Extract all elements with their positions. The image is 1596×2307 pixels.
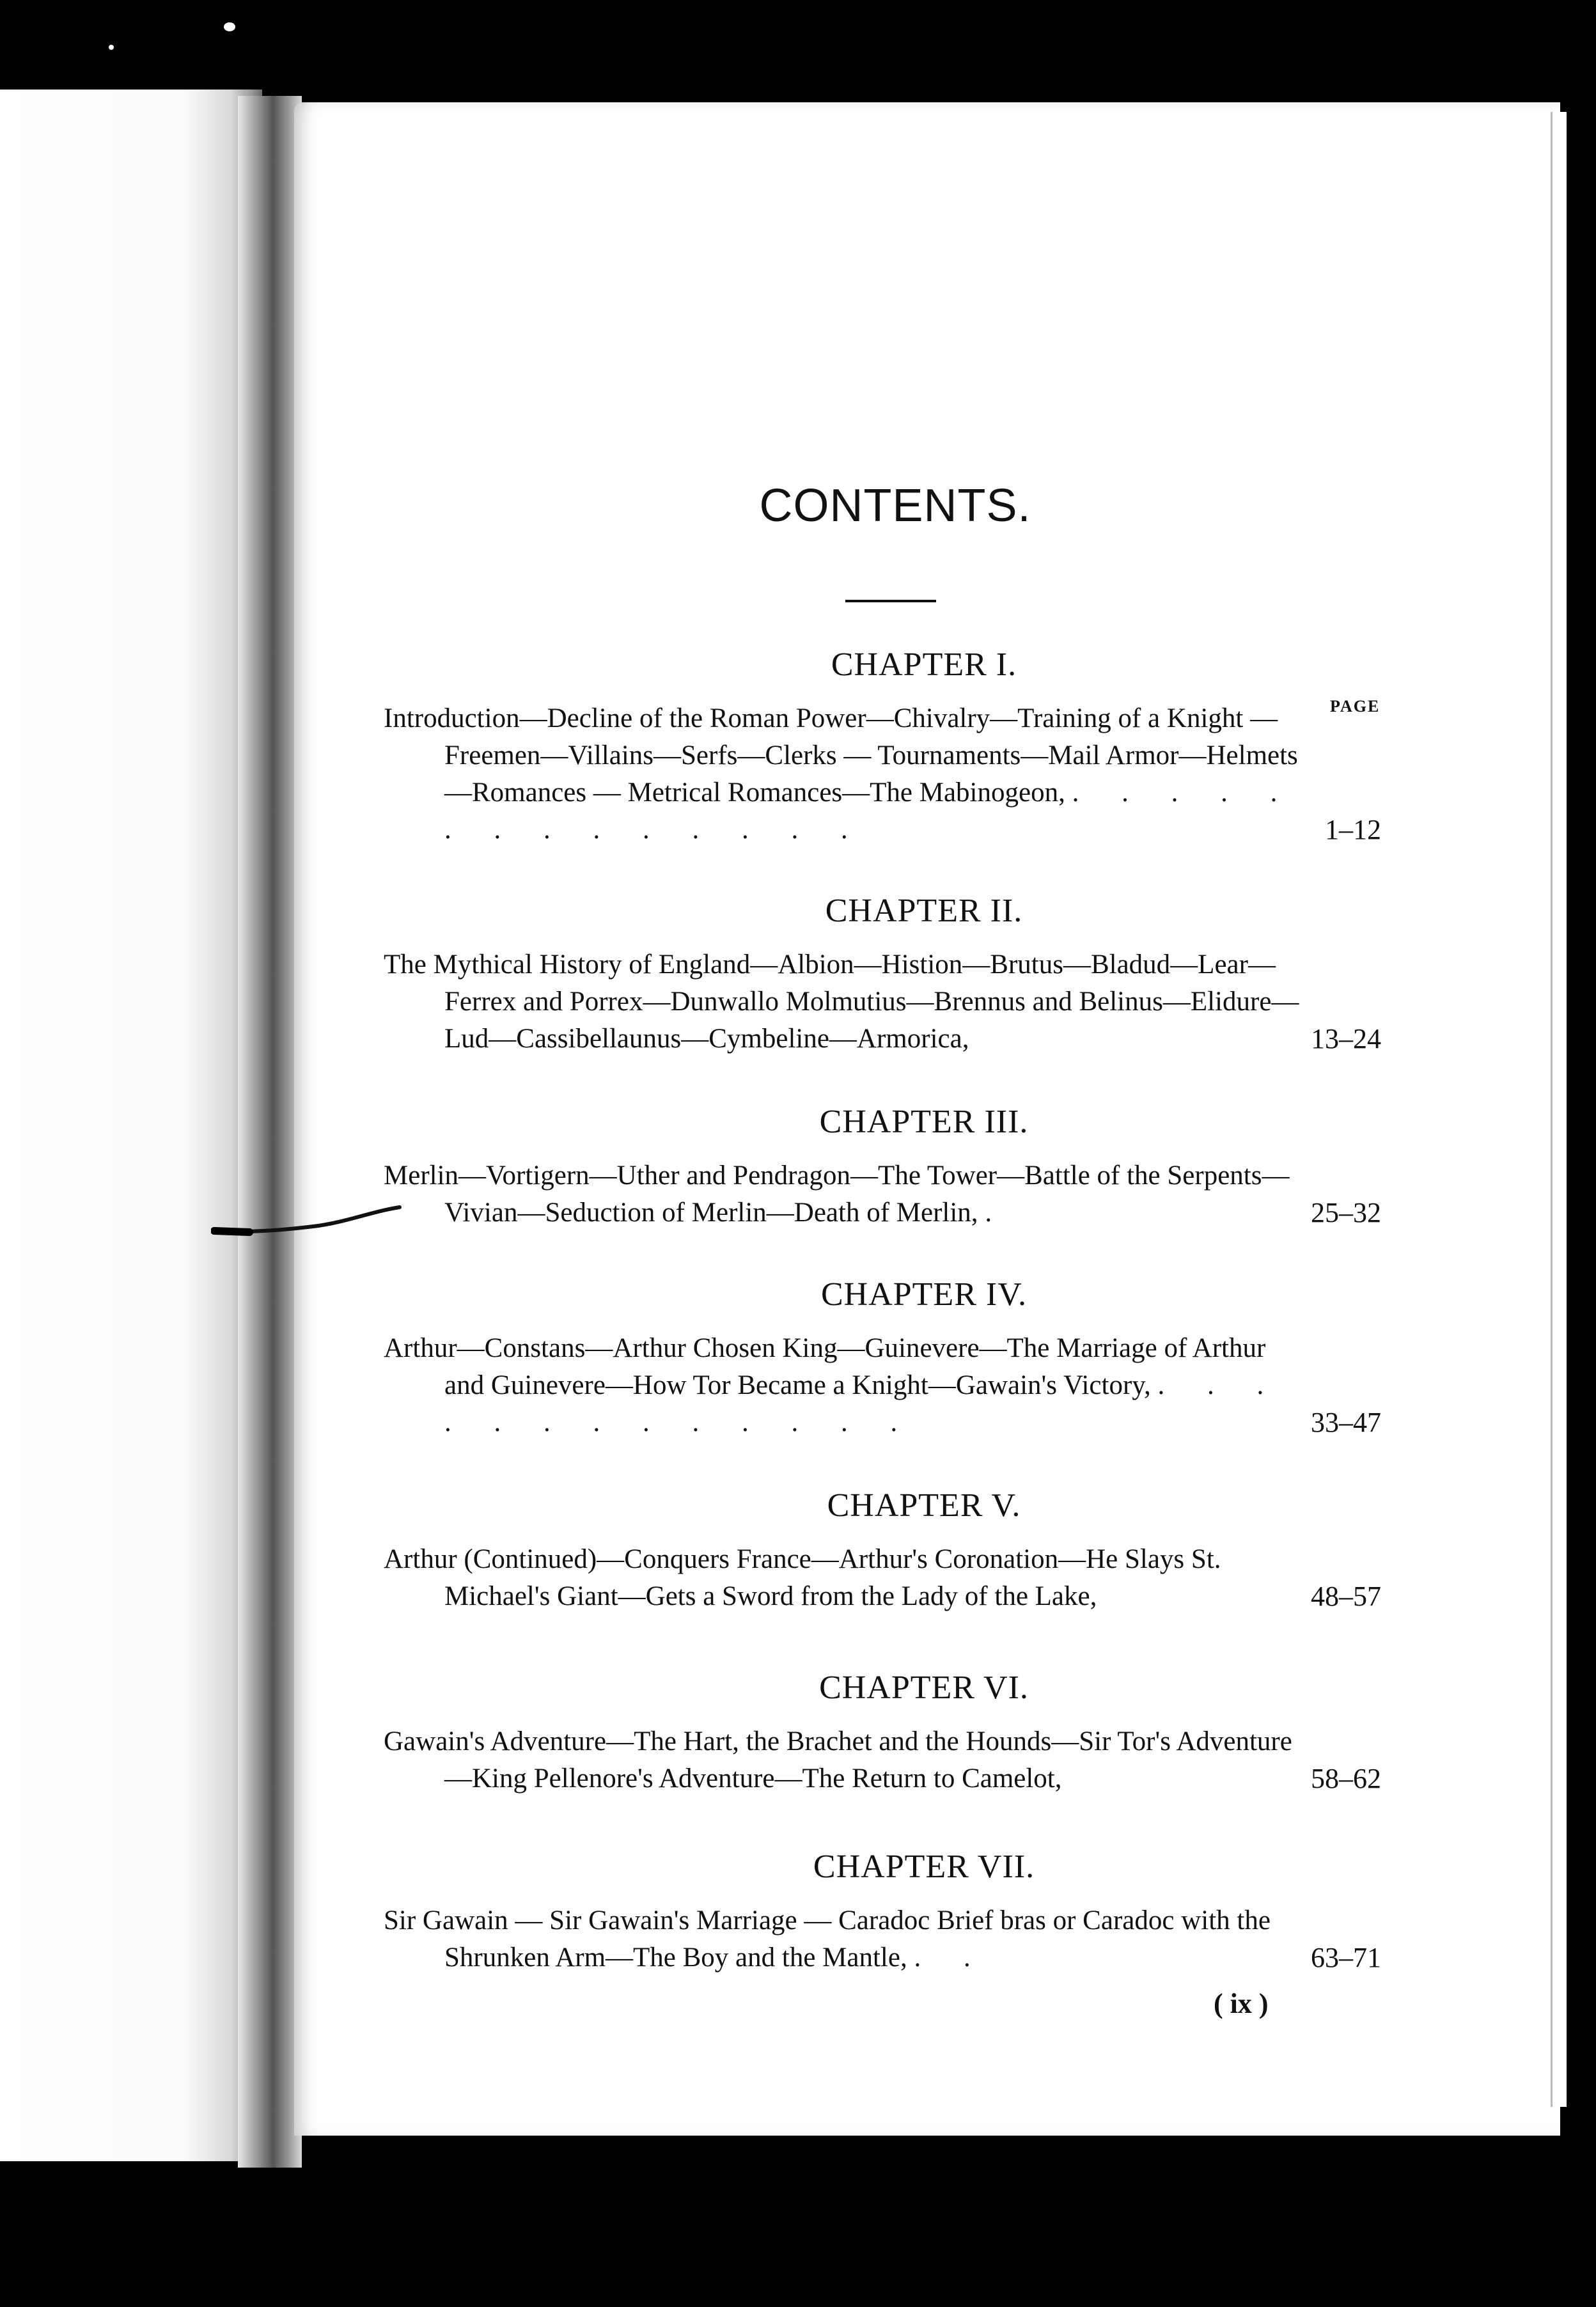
chapter-heading: CHAPTER II. bbox=[825, 893, 1023, 929]
facing-blank-page bbox=[0, 90, 262, 2161]
chapter-heading: CHAPTER V. bbox=[827, 1487, 1021, 1524]
chapter-summary bbox=[384, 1330, 1381, 1441]
summary-text: The Mythical History of England—Albion—Histion—Brutus—Bladud—Lear—Ferrex and Porrex—Dunwallo Molmutius—Brennus and Belinus—Elidure—Lud—Cassibellaunus—Cymbeline—Armorica, bbox=[384, 950, 1299, 1054]
page-column-label: PAGE bbox=[1330, 697, 1381, 716]
chapter-heading: CHAPTER III. bbox=[819, 1104, 1029, 1140]
summary-text: Arthur—Constans—Arthur Chosen King—Guinevere—The Marriage of Arthur and Guinevere—How Tor Became a Knight—Gawain's Victory, bbox=[384, 1333, 1266, 1400]
dot-leaders: . bbox=[985, 1198, 1010, 1228]
pencil-mark bbox=[211, 1202, 403, 1240]
chapter-heading: CHAPTER IV. bbox=[820, 1276, 1028, 1313]
chapter-summary bbox=[384, 700, 1381, 849]
page-folio: ( ix ) bbox=[1214, 1988, 1269, 2019]
dot-leaders: . . bbox=[914, 1943, 989, 1973]
chapter-heading: CHAPTER VII. bbox=[813, 1849, 1035, 1885]
summary-text: Introduction—Decline of the Roman Power—Chivalry—Training of a Knight — Freemen—Villains—Serfs—Clerks — Tournaments—Mail Armor—Helmets—Romances — Metrical Romances—The Mabinogeon, bbox=[384, 703, 1298, 808]
summary-text: Gawain's Adventure—The Hart, the Brachet and the Hounds—Sir Tor's Adventure—King Pellenore's Adventure—The Return to Camelot, bbox=[384, 1726, 1292, 1794]
page-range: 13–24 bbox=[1311, 1023, 1381, 1054]
page-range: 63–71 bbox=[1311, 1942, 1381, 1973]
chapter-summary bbox=[384, 1157, 1381, 1232]
chapter-heading: CHAPTER I. bbox=[831, 646, 1017, 683]
dust-speck bbox=[109, 45, 114, 50]
chapter-section bbox=[384, 1103, 1381, 1232]
chapter-section bbox=[384, 1276, 1381, 1441]
page-edge bbox=[1551, 112, 1567, 2107]
page-range: 48–57 bbox=[1311, 1581, 1381, 1612]
chapter-summary bbox=[384, 1541, 1381, 1615]
chapter-section bbox=[384, 1669, 1381, 1797]
book-gutter bbox=[238, 96, 302, 2168]
page-title: CONTENTS. bbox=[759, 480, 1031, 531]
chapter-section bbox=[384, 892, 1381, 1058]
summary-text: Sir Gawain — Sir Gawain's Marriage — Caradoc Brief bras or Caradoc with the Shrunken Arm—The Boy and the Mantle, bbox=[384, 1905, 1271, 1973]
dot-leaders: . . . . . . . . . . . . . . bbox=[444, 778, 1295, 845]
dot-leaders: . . . . . . . . . . . . . bbox=[444, 1370, 1282, 1437]
chapter-section bbox=[384, 1487, 1381, 1615]
page-range: 25–32 bbox=[1311, 1197, 1381, 1228]
summary-text: Arthur (Continued)—Conquers France—Arthur's Coronation—He Slays St. Michael's Giant—Gets a Sword from the Lady of the Lake, bbox=[384, 1544, 1221, 1611]
chapter-section bbox=[384, 646, 1381, 849]
page-range: 33–47 bbox=[1311, 1407, 1381, 1438]
page-range: 1–12 bbox=[1325, 814, 1381, 845]
dust-speck bbox=[1496, 1714, 1513, 1723]
chapter-summary bbox=[384, 1723, 1381, 1797]
title-rule bbox=[845, 600, 936, 602]
chapter-section bbox=[384, 1848, 1381, 1976]
page-range: 58–62 bbox=[1311, 1763, 1381, 1794]
chapter-summary bbox=[384, 946, 1381, 1058]
chapter-summary bbox=[384, 1902, 1381, 1976]
dust-speck bbox=[224, 22, 235, 31]
summary-text: Merlin—Vortigern—Uther and Pendragon—The Tower—Battle of the Serpents—Vivian—Seduction of Merlin—Death of Merlin, bbox=[384, 1161, 1290, 1228]
chapter-heading: CHAPTER VI. bbox=[819, 1670, 1029, 1706]
